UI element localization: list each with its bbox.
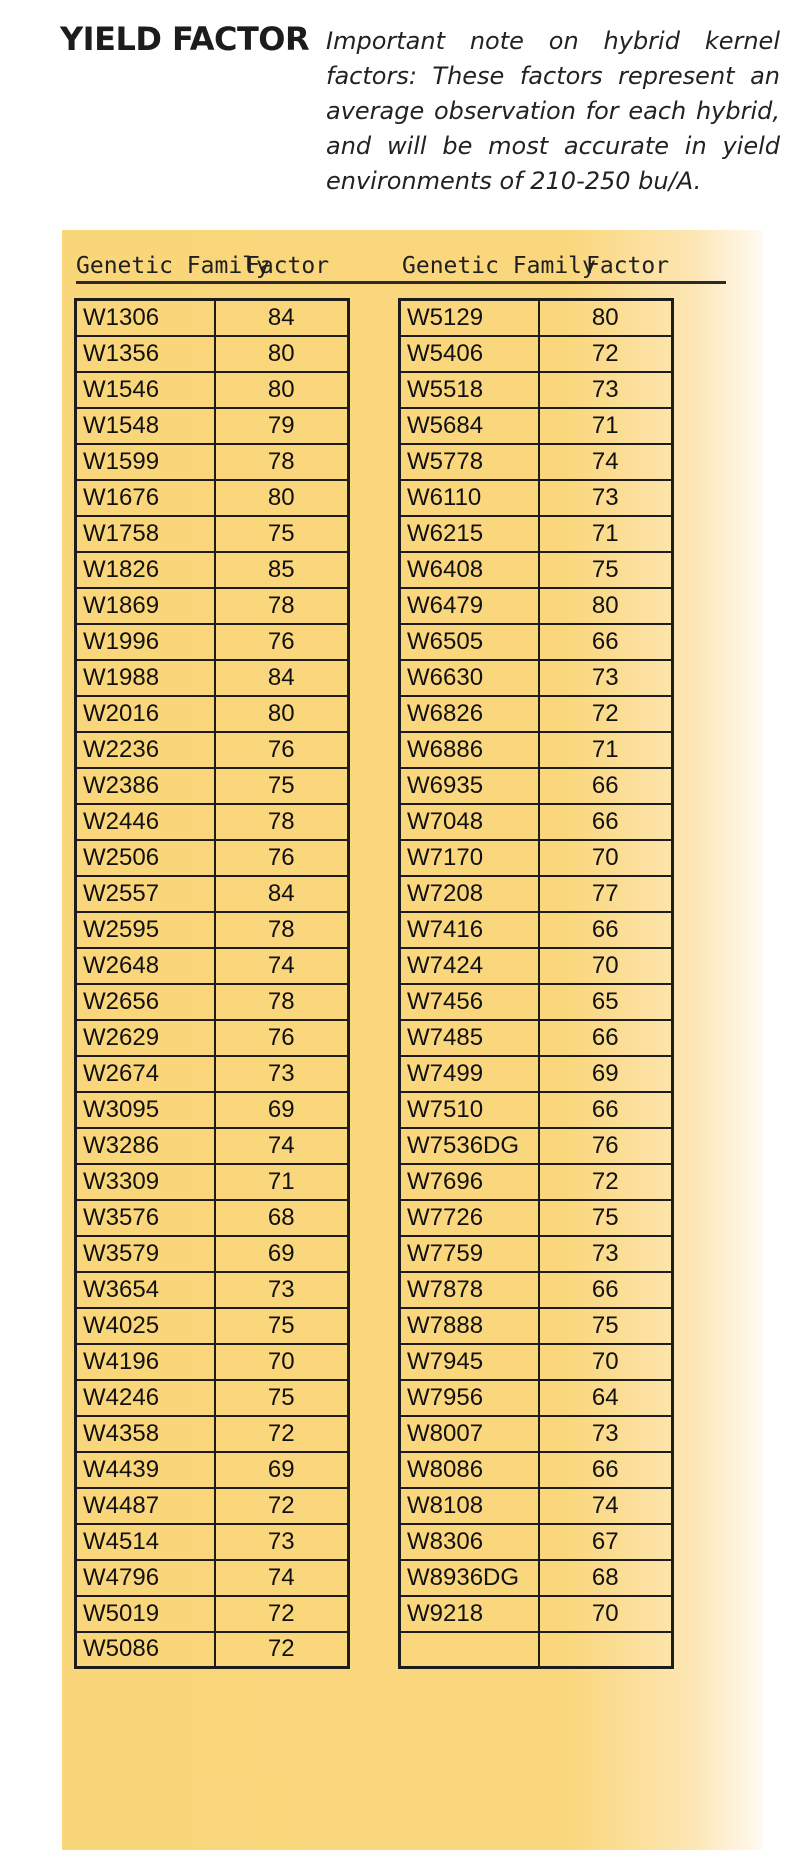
factor-cell: 75: [215, 1308, 349, 1344]
factor-cell: 71: [539, 408, 673, 444]
table-row: [400, 660, 673, 696]
genetic-family-cell: W1599: [76, 444, 215, 480]
genetic-family-cell: W3654: [76, 1272, 215, 1308]
table-row: [76, 1128, 349, 1164]
table-row: [76, 588, 349, 624]
table-row: [76, 444, 349, 480]
table-row: [76, 624, 349, 660]
table-row: [76, 840, 349, 876]
genetic-family-cell: W4439: [76, 1452, 215, 1488]
factor-cell: 66: [539, 768, 673, 804]
genetic-family-cell: W4196: [76, 1344, 215, 1380]
factor-cell: 73: [539, 1236, 673, 1272]
table-row: [400, 948, 673, 984]
factor-cell: 84: [215, 876, 349, 912]
genetic-family-cell: W5019: [76, 1596, 215, 1632]
factor-cell: 66: [539, 1452, 673, 1488]
factor-cell: 72: [215, 1416, 349, 1452]
factor-cell: 65: [539, 984, 673, 1020]
genetic-family-cell: W2629: [76, 1020, 215, 1056]
table-row: [400, 1452, 673, 1488]
factor-cell: 66: [539, 1272, 673, 1308]
table-row: [76, 660, 349, 696]
factor-cell: 72: [215, 1596, 349, 1632]
genetic-family-cell: W6826: [400, 696, 539, 732]
genetic-family-cell: W5518: [400, 372, 539, 408]
factor-cell: 70: [539, 840, 673, 876]
table-row: [400, 1020, 673, 1056]
factor-cell: 85: [215, 552, 349, 588]
genetic-family-cell: W1676: [76, 480, 215, 516]
genetic-family-cell: W6886: [400, 732, 539, 768]
table-row: [400, 912, 673, 948]
factor-cell: 75: [539, 552, 673, 588]
genetic-family-cell: W7499: [400, 1056, 539, 1092]
genetic-family-cell: W2674: [76, 1056, 215, 1092]
factor-cell: 69: [215, 1236, 349, 1272]
factor-cell: 66: [539, 804, 673, 840]
factor-cell: 68: [215, 1200, 349, 1236]
genetic-family-cell: W4246: [76, 1380, 215, 1416]
genetic-family-cell: W7208: [400, 876, 539, 912]
genetic-family-cell: W3576: [76, 1200, 215, 1236]
genetic-family-cell: W2446: [76, 804, 215, 840]
table-row: [400, 1560, 673, 1596]
table-row: [76, 948, 349, 984]
genetic-family-cell: W9218: [400, 1596, 539, 1632]
table-row: [76, 1236, 349, 1272]
genetic-family-cell: W2386: [76, 768, 215, 804]
table-row: [76, 1056, 349, 1092]
table-row: [400, 732, 673, 768]
factor-cell: 80: [539, 300, 673, 336]
genetic-family-cell: W1758: [76, 516, 215, 552]
table-row: [76, 768, 349, 804]
factor-cell: 72: [539, 336, 673, 372]
factor-cell: 66: [539, 1092, 673, 1128]
table-row: [76, 1488, 349, 1524]
table-row: [400, 408, 673, 444]
table-row: [76, 1308, 349, 1344]
factor-cell: 74: [539, 444, 673, 480]
table-row: [76, 732, 349, 768]
factor-cell: 66: [539, 624, 673, 660]
table-row: [400, 588, 673, 624]
genetic-family-cell: W2236: [76, 732, 215, 768]
table-row: [400, 984, 673, 1020]
genetic-family-cell: W2648: [76, 948, 215, 984]
table-row: [76, 1596, 349, 1632]
table-row: [400, 444, 673, 480]
genetic-family-cell: W5778: [400, 444, 539, 480]
table-row: [76, 552, 349, 588]
genetic-family-cell: W3095: [76, 1092, 215, 1128]
factor-cell: 72: [539, 1164, 673, 1200]
genetic-family-cell: W7424: [400, 948, 539, 984]
factor-cell: 78: [215, 984, 349, 1020]
genetic-family-cell: W1869: [76, 588, 215, 624]
genetic-family-cell: W4514: [76, 1524, 215, 1560]
factor-cell: 74: [215, 948, 349, 984]
table-row: [400, 480, 673, 516]
factor-cell: 73: [215, 1524, 349, 1560]
yield-factor-panel: [62, 230, 762, 1850]
table-row: [400, 1308, 673, 1344]
factor-cell: 77: [539, 876, 673, 912]
factor-cell: 70: [539, 948, 673, 984]
table-row: [76, 804, 349, 840]
table-row: [76, 1524, 349, 1560]
factor-cell: 71: [215, 1164, 349, 1200]
factor-cell: 72: [215, 1488, 349, 1524]
table-row: [400, 768, 673, 804]
table-row: [76, 1416, 349, 1452]
factor-cell: 68: [539, 1560, 673, 1596]
table-row: [400, 300, 673, 336]
table-row: [76, 1380, 349, 1416]
table-row: [76, 480, 349, 516]
left-yield-factor-table: [74, 298, 350, 1669]
genetic-family-cell: W8086: [400, 1452, 539, 1488]
factor-cell: 76: [539, 1128, 673, 1164]
genetic-family-cell: W6630: [400, 660, 539, 696]
right-genetic-family-header: Genetic Family: [402, 253, 596, 279]
factor-cell: 66: [539, 912, 673, 948]
table-row: [76, 300, 349, 336]
factor-cell: [539, 1632, 673, 1668]
genetic-family-cell: W5684: [400, 408, 539, 444]
genetic-family-cell: W7536DG: [400, 1128, 539, 1164]
table-row: [400, 516, 673, 552]
table-row: [76, 696, 349, 732]
genetic-family-cell: W1306: [76, 300, 215, 336]
table-row: [76, 336, 349, 372]
genetic-family-cell: W1826: [76, 552, 215, 588]
genetic-family-cell: W5129: [400, 300, 539, 336]
factor-cell: 74: [215, 1560, 349, 1596]
factor-cell: 72: [539, 696, 673, 732]
table-row: [76, 1200, 349, 1236]
table-row: [400, 1272, 673, 1308]
genetic-family-cell: W7945: [400, 1344, 539, 1380]
table-row: [76, 1344, 349, 1380]
genetic-family-cell: W7696: [400, 1164, 539, 1200]
factor-cell: 72: [215, 1632, 349, 1668]
table-row: [400, 1236, 673, 1272]
factor-cell: 74: [539, 1488, 673, 1524]
genetic-family-cell: W2557: [76, 876, 215, 912]
left-factor-header: Factor: [246, 253, 330, 279]
factor-cell: 80: [215, 480, 349, 516]
right-table-body: [400, 300, 673, 1668]
genetic-family-cell: W6505: [400, 624, 539, 660]
factor-cell: 73: [539, 480, 673, 516]
factor-cell: 69: [215, 1452, 349, 1488]
table-row: [76, 1020, 349, 1056]
factor-cell: 78: [215, 912, 349, 948]
table-row: [400, 372, 673, 408]
factor-cell: 70: [215, 1344, 349, 1380]
genetic-family-cell: W5406: [400, 336, 539, 372]
factor-cell: 73: [539, 1416, 673, 1452]
factor-cell: 84: [215, 300, 349, 336]
factor-cell: 74: [215, 1128, 349, 1164]
table-row: [400, 552, 673, 588]
table-row: [400, 336, 673, 372]
genetic-family-cell: W7456: [400, 984, 539, 1020]
table-row: [76, 1632, 349, 1668]
table-row: [400, 1596, 673, 1632]
genetic-family-cell: W2595: [76, 912, 215, 948]
table-row: [400, 624, 673, 660]
table-row: [400, 804, 673, 840]
table-row: [76, 1164, 349, 1200]
page-title: YIELD FACTOR: [60, 20, 310, 58]
factor-cell: 71: [539, 732, 673, 768]
factor-cell: 64: [539, 1380, 673, 1416]
genetic-family-cell: W6408: [400, 552, 539, 588]
genetic-family-cell: W7170: [400, 840, 539, 876]
right-factor-header: Factor: [586, 253, 670, 279]
hybrid-kernel-note: Important note on hybrid kernel factors: These factors represent an average observation for each hybrid, and will be most accurate in yield environments of 210-250 bu/A.: [326, 27, 780, 195]
genetic-family-cell: W7416: [400, 912, 539, 948]
genetic-family-cell: W1988: [76, 660, 215, 696]
table-row: [400, 1128, 673, 1164]
genetic-family-cell: W7956: [400, 1380, 539, 1416]
header-rule: [76, 281, 726, 284]
factor-cell: 70: [539, 1344, 673, 1380]
factor-cell: 78: [215, 804, 349, 840]
factor-cell: 78: [215, 588, 349, 624]
factor-cell: 80: [215, 336, 349, 372]
table-row: [76, 1452, 349, 1488]
factor-cell: 76: [215, 732, 349, 768]
genetic-family-cell: W6215: [400, 516, 539, 552]
table-row: [76, 876, 349, 912]
factor-cell: 78: [215, 444, 349, 480]
table-row: [400, 1488, 673, 1524]
factor-cell: 69: [539, 1056, 673, 1092]
table-row: [400, 1524, 673, 1560]
factor-cell: 76: [215, 1020, 349, 1056]
genetic-family-cell: W1356: [76, 336, 215, 372]
table-row: [400, 1200, 673, 1236]
genetic-family-cell: W3579: [76, 1236, 215, 1272]
table-row: [76, 1560, 349, 1596]
table-row: [400, 1164, 673, 1200]
factor-cell: 75: [215, 1380, 349, 1416]
table-row: [400, 1056, 673, 1092]
factor-cell: 67: [539, 1524, 673, 1560]
factor-cell: 80: [215, 372, 349, 408]
table-row: [400, 876, 673, 912]
genetic-family-cell: W2506: [76, 840, 215, 876]
genetic-family-cell: W7510: [400, 1092, 539, 1128]
genetic-family-cell: [400, 1632, 539, 1668]
table-row: [76, 408, 349, 444]
genetic-family-cell: W1548: [76, 408, 215, 444]
genetic-family-cell: W4025: [76, 1308, 215, 1344]
factor-cell: 69: [215, 1092, 349, 1128]
table-row: [76, 984, 349, 1020]
factor-cell: 73: [539, 372, 673, 408]
table-row: [76, 1092, 349, 1128]
genetic-family-cell: W4358: [76, 1416, 215, 1452]
genetic-family-cell: W8936DG: [400, 1560, 539, 1596]
genetic-family-cell: W3309: [76, 1164, 215, 1200]
factor-cell: 73: [215, 1056, 349, 1092]
table-row: [400, 1344, 673, 1380]
genetic-family-cell: W8007: [400, 1416, 539, 1452]
table-row: [400, 696, 673, 732]
genetic-family-cell: W8108: [400, 1488, 539, 1524]
factor-cell: 66: [539, 1020, 673, 1056]
factor-cell: 76: [215, 840, 349, 876]
left-genetic-family-header: Genetic Family: [76, 253, 270, 279]
genetic-family-cell: W7878: [400, 1272, 539, 1308]
factor-cell: 79: [215, 408, 349, 444]
factor-cell: 75: [539, 1200, 673, 1236]
table-row: [400, 840, 673, 876]
genetic-family-cell: W7888: [400, 1308, 539, 1344]
factor-cell: 75: [215, 516, 349, 552]
genetic-family-cell: W2016: [76, 696, 215, 732]
factor-cell: 73: [215, 1272, 349, 1308]
factor-cell: 75: [215, 768, 349, 804]
genetic-family-cell: W1996: [76, 624, 215, 660]
genetic-family-cell: W4487: [76, 1488, 215, 1524]
genetic-family-cell: W1546: [76, 372, 215, 408]
table-row: [400, 1380, 673, 1416]
genetic-family-cell: W6935: [400, 768, 539, 804]
table-row: [76, 516, 349, 552]
genetic-family-cell: W3286: [76, 1128, 215, 1164]
genetic-family-cell: W2656: [76, 984, 215, 1020]
table-row: [400, 1092, 673, 1128]
table-row: [400, 1416, 673, 1452]
table-row: [76, 912, 349, 948]
genetic-family-cell: W4796: [76, 1560, 215, 1596]
genetic-family-cell: W6110: [400, 480, 539, 516]
factor-cell: 76: [215, 624, 349, 660]
genetic-family-cell: W7048: [400, 804, 539, 840]
factor-cell: 75: [539, 1308, 673, 1344]
factor-cell: 73: [539, 660, 673, 696]
left-table-body: [76, 300, 349, 1668]
genetic-family-cell: W5086: [76, 1632, 215, 1668]
right-yield-factor-table: [398, 298, 674, 1669]
factor-cell: 70: [539, 1596, 673, 1632]
genetic-family-cell: W7759: [400, 1236, 539, 1272]
factor-cell: 80: [539, 588, 673, 624]
genetic-family-cell: W7726: [400, 1200, 539, 1236]
genetic-family-cell: W8306: [400, 1524, 539, 1560]
genetic-family-cell: W6479: [400, 588, 539, 624]
factor-cell: 80: [215, 696, 349, 732]
factor-cell: 71: [539, 516, 673, 552]
table-row: [76, 372, 349, 408]
table-row: [400, 1632, 673, 1668]
factor-cell: 84: [215, 660, 349, 696]
genetic-family-cell: W7485: [400, 1020, 539, 1056]
table-row: [76, 1272, 349, 1308]
